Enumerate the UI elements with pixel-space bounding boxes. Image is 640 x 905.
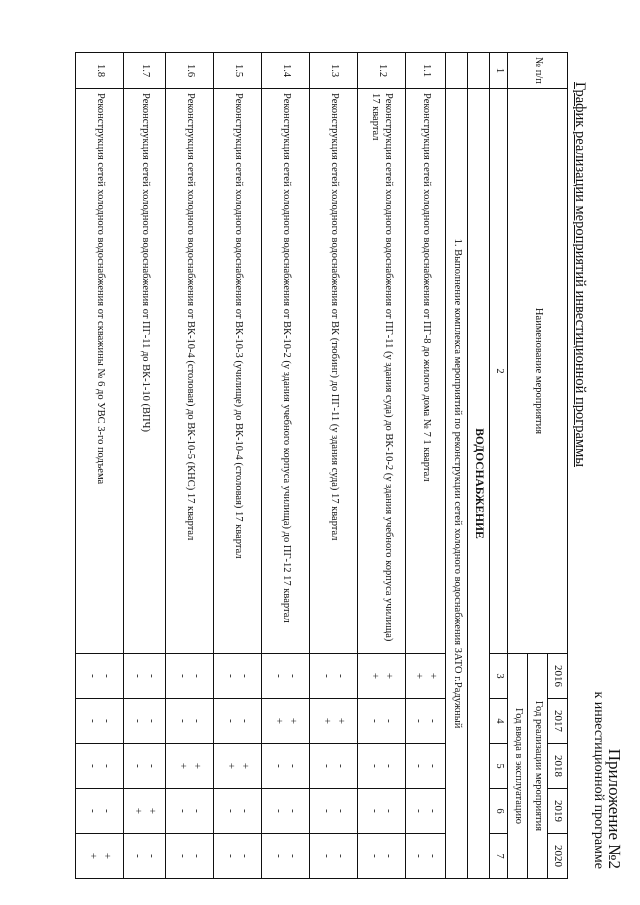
table-row <box>166 53 214 879</box>
row-number: 1.7 <box>124 53 166 89</box>
year-mark-cell <box>124 654 166 699</box>
year-mark-cell <box>262 699 310 744</box>
commission-mark: - <box>369 764 382 768</box>
year-mark-cell <box>358 834 406 879</box>
commission-mark: - <box>132 764 145 768</box>
year-mark-cell <box>310 789 358 834</box>
year-mark-cell <box>214 699 262 744</box>
row-name: Реконструкция сетей холодного водоснабжения от ВК (тюбинг) до ПГ-11 (у здания суда) 17 квартал <box>310 89 358 654</box>
implementation-mark: - <box>426 854 439 858</box>
commission-mark: + <box>369 672 382 680</box>
schedule-table <box>75 52 568 879</box>
col-index-3: 3 <box>490 654 508 699</box>
implementation-mark: + <box>334 717 347 725</box>
col-index-2: 2 <box>490 89 508 654</box>
commission-mark: - <box>413 719 426 723</box>
commission-mark: - <box>177 719 190 723</box>
commission-mark: - <box>321 809 334 813</box>
implementation-mark: - <box>190 719 203 723</box>
commission-mark: - <box>177 854 190 858</box>
commission-mark: + <box>132 807 145 815</box>
implementation-mark: - <box>382 854 395 858</box>
commission-mark: - <box>369 809 382 813</box>
commission-mark: - <box>225 674 238 678</box>
year-mark-cell <box>262 744 310 789</box>
year-mark-cell <box>166 699 214 744</box>
col-index-4: 4 <box>490 699 508 744</box>
commission-mark: + <box>321 717 334 725</box>
year-mark-cell <box>124 834 166 879</box>
implementation-mark: - <box>286 674 299 678</box>
row-number: 1.8 <box>76 53 124 89</box>
year-mark-cell <box>166 834 214 879</box>
commission-mark: - <box>132 674 145 678</box>
implementation-mark: - <box>145 719 158 723</box>
year-2020: 2020 <box>548 834 568 879</box>
col-index-7: 7 <box>490 834 508 879</box>
commission-mark: - <box>87 719 100 723</box>
commission-mark: - <box>87 674 100 678</box>
year-mark-cell <box>310 834 358 879</box>
header-name: Наименование мероприятия <box>508 89 568 654</box>
year-mark-cell <box>406 789 446 834</box>
row-number: 1.6 <box>166 53 214 89</box>
row-number: 1.3 <box>310 53 358 89</box>
implementation-mark: - <box>382 764 395 768</box>
row-number: 1.1 <box>406 53 446 89</box>
row-name: Реконструкция сетей холодного водоснабжения от ПГ-8 до жилого дома № 7 1 квартал <box>406 89 446 654</box>
implementation-mark: + <box>145 807 158 815</box>
implementation-mark: - <box>145 674 158 678</box>
implementation-mark: - <box>426 764 439 768</box>
commission-mark: - <box>177 809 190 813</box>
commission-mark: - <box>132 854 145 858</box>
year-mark-cell <box>310 744 358 789</box>
implementation-mark: - <box>334 854 347 858</box>
commission-mark: - <box>225 854 238 858</box>
implementation-mark: - <box>238 854 251 858</box>
row-name: Реконструкция сетей холодного водоснабжения от ПГ-11 до ВК-1-10 (ВПЧ) <box>124 89 166 654</box>
year-mark-cell <box>310 654 358 699</box>
row-name: Реконструкция сетей холодного водоснабжения от ВК-10-2 (у здания учебного корпуса училища) до ПГ-12 17 квартал <box>262 89 310 654</box>
implementation-mark: - <box>100 674 113 678</box>
implementation-mark: + <box>426 672 439 680</box>
commission-mark: - <box>225 719 238 723</box>
commission-mark: + <box>225 762 238 770</box>
table-row <box>310 53 358 879</box>
table-row <box>358 53 406 879</box>
implementation-mark: - <box>286 854 299 858</box>
subsection-spacer <box>446 53 468 89</box>
commission-mark: - <box>273 854 286 858</box>
year-mark-cell <box>406 699 446 744</box>
year-mark-cell <box>76 699 124 744</box>
commission-mark: - <box>225 809 238 813</box>
implementation-mark: + <box>238 762 251 770</box>
table-row <box>262 53 310 879</box>
year-mark-cell <box>358 789 406 834</box>
commission-mark: - <box>413 809 426 813</box>
commission-mark: - <box>321 854 334 858</box>
col-index-6: 6 <box>490 789 508 834</box>
row-number: 1.5 <box>214 53 262 89</box>
implementation-mark: - <box>100 809 113 813</box>
implementation-mark: + <box>100 852 113 860</box>
implementation-mark: - <box>426 719 439 723</box>
year-mark-cell <box>358 654 406 699</box>
section-spacer <box>468 53 490 89</box>
implementation-mark: - <box>334 674 347 678</box>
implementation-mark: - <box>190 854 203 858</box>
row-name: Реконструкция сетей холодного водоснабжения от ВК-10-4 (столовая) до ВК-10-5 (КНС) 17 квартал <box>166 89 214 654</box>
document-title: График реализации мероприятий инвестиционной программы <box>572 82 588 468</box>
implementation-mark: - <box>382 719 395 723</box>
commission-mark: + <box>87 852 100 860</box>
implementation-mark: - <box>426 809 439 813</box>
implementation-mark: - <box>238 674 251 678</box>
commission-mark: - <box>273 764 286 768</box>
year-mark-cell <box>406 834 446 879</box>
implementation-mark: + <box>382 672 395 680</box>
year-mark-cell <box>124 744 166 789</box>
commission-mark: - <box>132 719 145 723</box>
implementation-mark: - <box>286 764 299 768</box>
commission-mark: + <box>177 762 190 770</box>
year-mark-cell <box>124 789 166 834</box>
year-mark-cell <box>166 789 214 834</box>
year-mark-cell <box>166 654 214 699</box>
table-row <box>76 53 124 879</box>
year-mark-cell <box>358 744 406 789</box>
commission-mark: - <box>413 764 426 768</box>
commission-mark: + <box>273 717 286 725</box>
table-row <box>214 53 262 879</box>
implementation-mark: - <box>382 809 395 813</box>
implementation-mark: - <box>145 854 158 858</box>
year-mark-cell <box>214 744 262 789</box>
row-name: Реконструкция сетей холодного водоснабжения от скважины № 6 до УВС 3-го подъема <box>76 89 124 654</box>
year-implementation-label: Год реализации мероприятия <box>528 654 548 879</box>
implementation-mark: - <box>100 764 113 768</box>
commission-mark: - <box>177 674 190 678</box>
year-mark-cell <box>262 654 310 699</box>
year-2016: 2016 <box>548 654 568 699</box>
commission-mark: + <box>413 672 426 680</box>
commission-mark: - <box>413 854 426 858</box>
table-row <box>406 53 446 879</box>
commission-mark: - <box>321 674 334 678</box>
year-mark-cell <box>214 789 262 834</box>
implementation-mark: - <box>145 764 158 768</box>
year-mark-cell <box>166 744 214 789</box>
year-2018: 2018 <box>548 744 568 789</box>
table-row <box>124 53 166 879</box>
year-mark-cell <box>406 744 446 789</box>
implementation-mark: + <box>190 762 203 770</box>
year-mark-cell <box>406 654 446 699</box>
header-num: № п/п <box>508 53 568 89</box>
year-mark-cell <box>262 789 310 834</box>
year-mark-cell <box>124 699 166 744</box>
commission-mark: - <box>321 764 334 768</box>
col-index-1: 1 <box>490 53 508 89</box>
col-index-5: 5 <box>490 744 508 789</box>
commission-mark: - <box>273 674 286 678</box>
year-2019: 2019 <box>548 789 568 834</box>
year-mark-cell <box>76 654 124 699</box>
row-number: 1.2 <box>358 53 406 89</box>
commission-mark: - <box>369 854 382 858</box>
year-2017: 2017 <box>548 699 568 744</box>
implementation-mark: + <box>286 717 299 725</box>
year-mark-cell <box>76 744 124 789</box>
year-mark-cell <box>76 789 124 834</box>
commission-mark: - <box>87 764 100 768</box>
implementation-mark: - <box>238 809 251 813</box>
appendix-subtitle: к инвестиционной программе <box>591 691 606 869</box>
year-mark-cell <box>262 834 310 879</box>
row-number: 1.4 <box>262 53 310 89</box>
implementation-mark: - <box>238 719 251 723</box>
year-mark-cell <box>214 654 262 699</box>
implementation-mark: - <box>334 809 347 813</box>
implementation-mark: - <box>286 809 299 813</box>
implementation-mark: - <box>100 719 113 723</box>
year-commission-label: Год ввода в эксплуатацию <box>508 654 528 879</box>
row-name: Реконструкция сетей холодного водоснабжения от ВК-10-3 (училище) до ВК-10-4 (столовая) 17 квартал <box>214 89 262 654</box>
year-mark-cell <box>76 834 124 879</box>
commission-mark: - <box>87 809 100 813</box>
year-mark-cell <box>214 834 262 879</box>
row-name: Реконструкция сетей холодного водоснабжения от ПГ-11 (у здания суда) до ВК-10-2 (у здания учебного корпуса училища) 17 квартал <box>358 89 406 654</box>
year-mark-cell <box>358 699 406 744</box>
implementation-mark: - <box>190 809 203 813</box>
commission-mark: - <box>273 809 286 813</box>
appendix-label: Приложение №2 <box>605 748 624 869</box>
section-title: ВОДОСНАБЖЕНИЕ <box>468 89 490 879</box>
year-mark-cell <box>310 699 358 744</box>
implementation-mark: - <box>190 674 203 678</box>
subsection-title: 1. Выполнение комплекса мероприятий по реконструкции сетей холодного водоснабжения ЗАТО г.Радужный <box>446 89 468 879</box>
implementation-mark: - <box>334 764 347 768</box>
commission-mark: - <box>369 719 382 723</box>
